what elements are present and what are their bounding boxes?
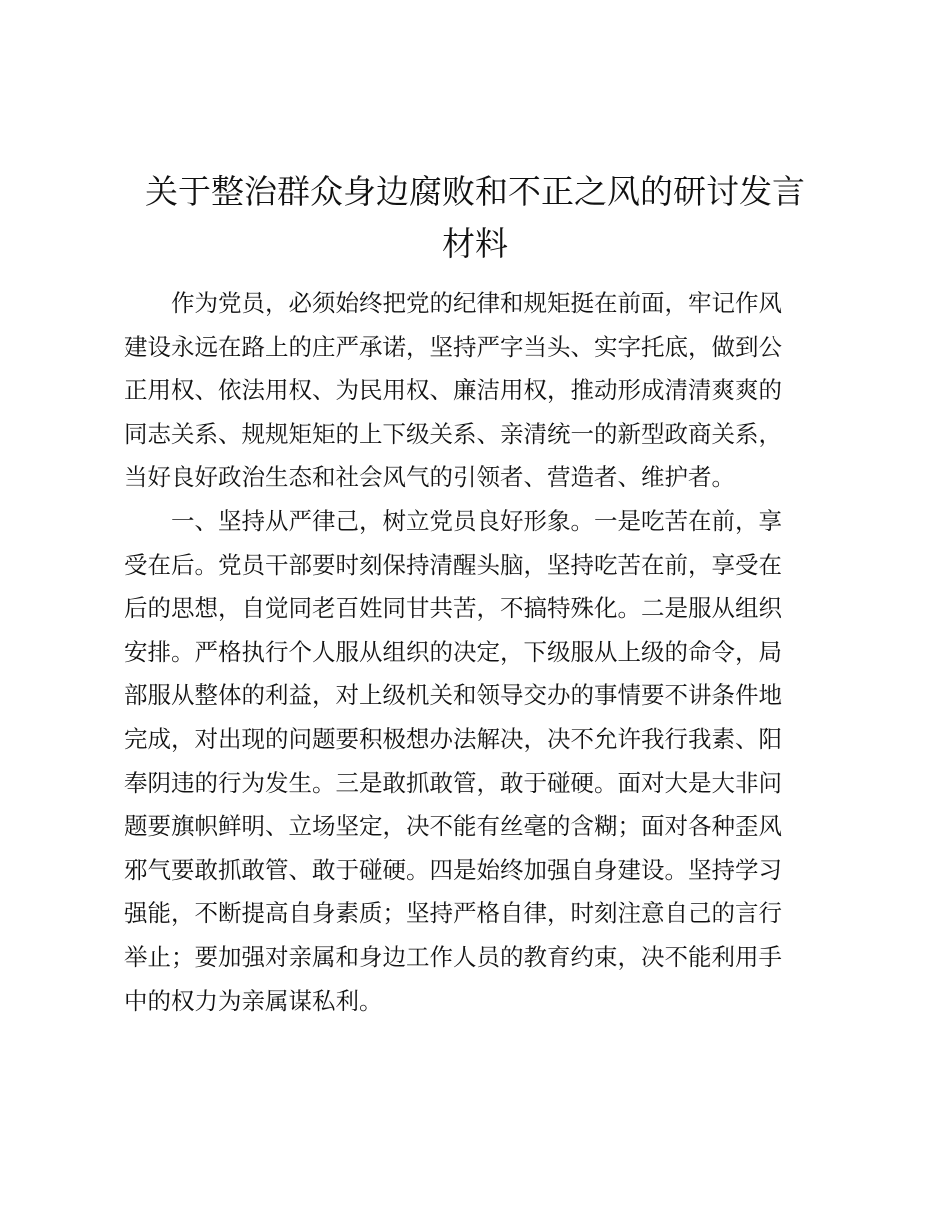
paragraph-line: 安排。严格执行个人服从组织的决定，下级服从上级的命令，局 — [124, 637, 782, 666]
paragraph-line: 举止；要加强对亲属和身边工作人员的教育约束，决不能利用手 — [124, 942, 782, 971]
paragraph-line: 作为党员，必须始终把党的纪律和规矩挺在前面，牢记作风 — [171, 289, 782, 317]
document-title — [100, 166, 850, 270]
paragraph-line: 后的思想，自觉同老百姓同甘共苦，不搞特殊化。二是服从组织 — [124, 594, 782, 623]
paragraph-line: 建设永远在路上的庄严承诺，坚持严字当头、实字托底，做到公 — [124, 332, 782, 361]
paragraph-line: 中的权力为亲属谋私利。 — [124, 986, 383, 1015]
paragraph-line: 邪气要敢抓敢管、敢于碰硬。四是始终加强自身建设。坚持学习 — [124, 855, 782, 884]
paragraph-line: 强能，不断提高自身素质；坚持严格自律，时刻注意自己的言行 — [124, 899, 782, 928]
intro-paragraph — [124, 282, 824, 500]
paragraph-line: 奉阴违的行为发生。三是敢抓敢管，敢于碰硬。面对大是大非问 — [124, 768, 782, 797]
document-body — [124, 282, 824, 1023]
paragraph-line: 题要旗帜鲜明、立场坚定，决不能有丝毫的含糊；面对各种歪风 — [124, 812, 782, 841]
paragraph-line: 完成，对出现的问题要积极想办法解决，决不允许我行我素、阳 — [124, 724, 782, 753]
paragraph-line: 一、坚持从严律己，树立党员良好形象。一是吃苦在前，享 — [171, 506, 782, 535]
title-line: 材料 — [442, 224, 508, 263]
title-line: 关于整治群众身边腐败和不正之风的研讨发言 — [145, 172, 805, 211]
paragraph-line: 正用权、依法用权、为民用权、廉洁用权，推动形成清清爽爽的 — [124, 376, 782, 405]
paragraph-line: 当好良好政治生态和社会风气的引领者、营造者、维护者。 — [124, 463, 735, 492]
paragraph-line: 同志关系、规规矩矩的上下级关系、亲清统一的新型政商关系， — [124, 419, 782, 448]
paragraph-line: 受在后。党员干部要时刻保持清醒头脑，坚持吃苦在前，享受在 — [124, 550, 782, 579]
section-one-paragraph — [124, 500, 824, 1023]
paragraph-line: 部服从整体的利益，对上级机关和领导交办的事情要不讲条件地 — [124, 681, 782, 710]
